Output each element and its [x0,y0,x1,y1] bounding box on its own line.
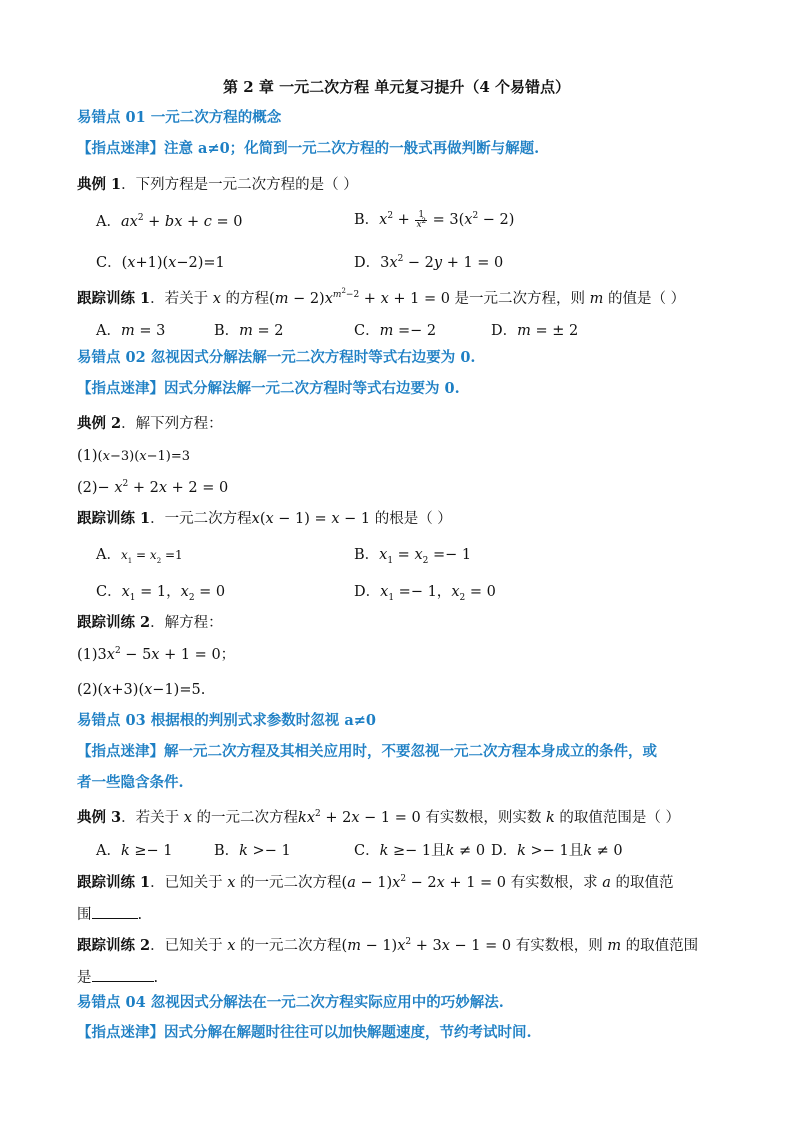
stem-text: 围 [77,907,92,923]
example-2-stem [77,414,223,434]
example-1-stem [77,175,358,195]
stem-text: 是一元二次方程，则 [449,291,590,307]
training-label: 跟踪训练 1 [77,874,151,891]
option-letter: C． [96,255,122,271]
punct: . [153,970,159,986]
example-1-option-a[interactable]: A．$ax^2$ + bx + c = 0 [96,213,243,230]
part-label: (2) [77,682,98,698]
s3-training-2-stem: 跟踪训练 2．已知关于 x 的一元二次方程$(m - 1)x^2 + 3x - 1 = 0$ 有实数根，则 m 的取值范围 [77,937,699,954]
example-3-option-d[interactable]: D．k >− 1且k ≠ 0 [491,843,623,859]
s1-training-1-option-d[interactable]: D．m = ± 2 [491,323,579,339]
section-3-tip-line-1: 【指点迷津】解一元二次方程及其相关应用时，不要忽视一元二次方程本身成立的条件，或 [77,743,657,760]
s2-training-2-stem [77,613,223,633]
option-letter: B． [214,323,240,339]
training-label: 跟踪训练 1 [77,510,151,527]
s2-training-1-option-d[interactable]: D．$x_1 =- 1$，$x_2 = 0$ [354,584,496,603]
example-1-option-d[interactable]: D．$3x^2 - 2y + 1 = 0$ [354,254,504,271]
option-letter: C． [354,323,380,339]
example-3-option-b[interactable]: B．k >− 1 [214,843,291,859]
stem-text: 有实数根，则实数 [420,810,546,826]
section-3-tip-line-2: 者一些隐含条件. [77,774,184,791]
stem-text: ．解方程： [150,615,223,631]
page-title: 第 2 章 一元二次方程 单元复习提升（4 个易错点） [223,78,570,96]
option-letter: B． [354,547,380,563]
example-1-option-c[interactable]: C．(x+1)(x−2)=1 [96,255,225,271]
example-1-text: ．下列方程是一元二次方程的是（ ） [121,177,358,193]
s1-training-1-stem: 跟踪训练 1．若关于 x 的方程$(m - 2)x^{m^2-2} + x + 1 = 0$ 是一元二次方程，则 m 的值是（ ） [77,287,686,307]
stem-text: 有实数根，则 [511,938,608,954]
punct: . [137,907,143,923]
section-1-tip: 【指点迷津】注意 a≠0；化简到一元二次方程的一般式再做判断与解题. [77,140,540,157]
s1-training-1-option-b[interactable]: B．m = 2 [214,323,284,339]
answer-blank[interactable] [92,904,138,919]
section-4-tip: 【指点迷津】因式分解在解题时往往可以加快解题速度，节约考试时间. [77,1024,532,1041]
s1-training-1-option-c[interactable]: C．m =− 2 [354,323,437,339]
stem-text: 的一元二次方程 [235,938,342,954]
stem-text: ．已知关于 [150,938,228,954]
stem-text: 的方程 [220,291,270,307]
stem-text: ．若关于 [121,810,184,826]
s2-training-2-part-2: (2)(x+3)(x−1)=5. [77,682,206,698]
part-label: (1) [77,647,98,663]
stem-text: 的取值范 [610,875,674,891]
option-letter: C． [354,843,380,859]
option-letter: A． [96,547,121,563]
stem-text: 的根是（ ） [370,511,452,527]
stem-text: ．若关于 [150,291,213,307]
training-label: 跟踪训练 2 [77,937,151,954]
section-2-tip: 【指点迷津】因式分解法解一元二次方程时等式右边要为 0. [77,380,460,397]
example-2-part-1: (1)(x−3)(x−1)=3 [77,448,191,464]
s3-training-1-stem: 跟踪训练 1．已知关于 x 的一元二次方程$(a - 1)x^2 - 2x + 1 = 0$ 有实数根，求 a 的取值范 [77,874,674,891]
example-2-part-2: $(2)- x^2 + 2x + 2 = 0$ [77,479,229,496]
part-label: (2) [77,480,98,496]
option-letter: D． [354,255,381,271]
stem-text: 是 [77,970,92,986]
section-2-heading: 易错点 02 忽视因式分解法解一元二次方程时等式右边要为 0. [77,349,476,366]
stem-text: 的一元二次方程 [235,875,342,891]
stem-text: ．一元二次方程 [150,511,252,527]
stem-text: 的取值范围 [621,938,699,954]
option-letter: D． [354,584,381,600]
s1-training-1-option-a[interactable]: A．m = 3 [96,323,166,339]
s3-training-1-line-2 [77,904,142,925]
example-1-label: 典例 1 [77,176,122,193]
option-letter: A． [96,214,121,230]
option-letter: B． [354,212,380,228]
and-word: 且 [431,843,446,859]
s2-training-1-option-c[interactable]: C．$x_1 = 1$，$x_2 = 0$ [96,584,226,603]
punct: . [200,682,206,698]
answer-blank[interactable] [92,967,154,982]
punct: ； [220,647,236,663]
s3-training-2-line-2 [77,967,158,988]
stem-text: 的一元二次方程 [191,810,299,826]
option-letter: A． [96,323,121,339]
stem-text: 的值是（ ） [603,291,686,307]
stem-text: 的取值范围是（ ） [554,810,680,826]
and-word: 且 [568,843,584,859]
s2-training-1-option-a[interactable]: A．$x_1 = x_2 =1$ [96,547,183,565]
example-3-stem: 典例 3．若关于 x 的一元二次方程$kx^2 + 2x - 1 = 0$ 有实数根，则实数 k 的取值范围是（ ） [77,809,680,826]
s2-training-1-option-b[interactable]: B．$x_1 = x_2 =- 1$ [354,547,472,566]
example-3-option-c[interactable]: C．k ≥− 1且k ≠ 0 [354,843,486,859]
option-letter: B． [214,843,240,859]
example-3-option-a[interactable]: A．k ≥− 1 [96,843,173,859]
example-2-label: 典例 2 [77,415,122,432]
s2-training-2-part-1: $(1)3x^2 - 5x + 1 = 0$； [77,646,236,663]
option-letter: A． [96,843,121,859]
section-1-heading: 易错点 01 一元二次方程的概念 [77,109,282,126]
stem-text: 有实数根，求 [506,875,603,891]
example-1-option-b[interactable]: B．$x^2$ + $\frac{1}{x^2}$ = $3(x^2 - 2)$ [354,209,515,230]
training-label: 跟踪训练 1 [77,290,151,307]
section-3-heading: 易错点 03 根据根的判别式求参数时忽视 a≠0 [77,712,376,729]
option-letter: D． [491,323,518,339]
option-letter: C． [96,584,122,600]
stem-text: ．已知关于 [150,875,228,891]
section-4-heading: 易错点 04 忽视因式分解法在一元二次方程实际应用中的巧妙解法. [77,994,504,1011]
part-label: (1) [77,448,98,464]
option-letter: D． [491,843,518,859]
stem-text: ．解下列方程： [121,416,223,432]
s2-training-1-stem: 跟踪训练 1．一元二次方程x(x − 1) = x − 1 的根是（ ） [77,510,452,527]
training-label: 跟踪训练 2 [77,614,151,631]
example-3-label: 典例 3 [77,809,122,826]
